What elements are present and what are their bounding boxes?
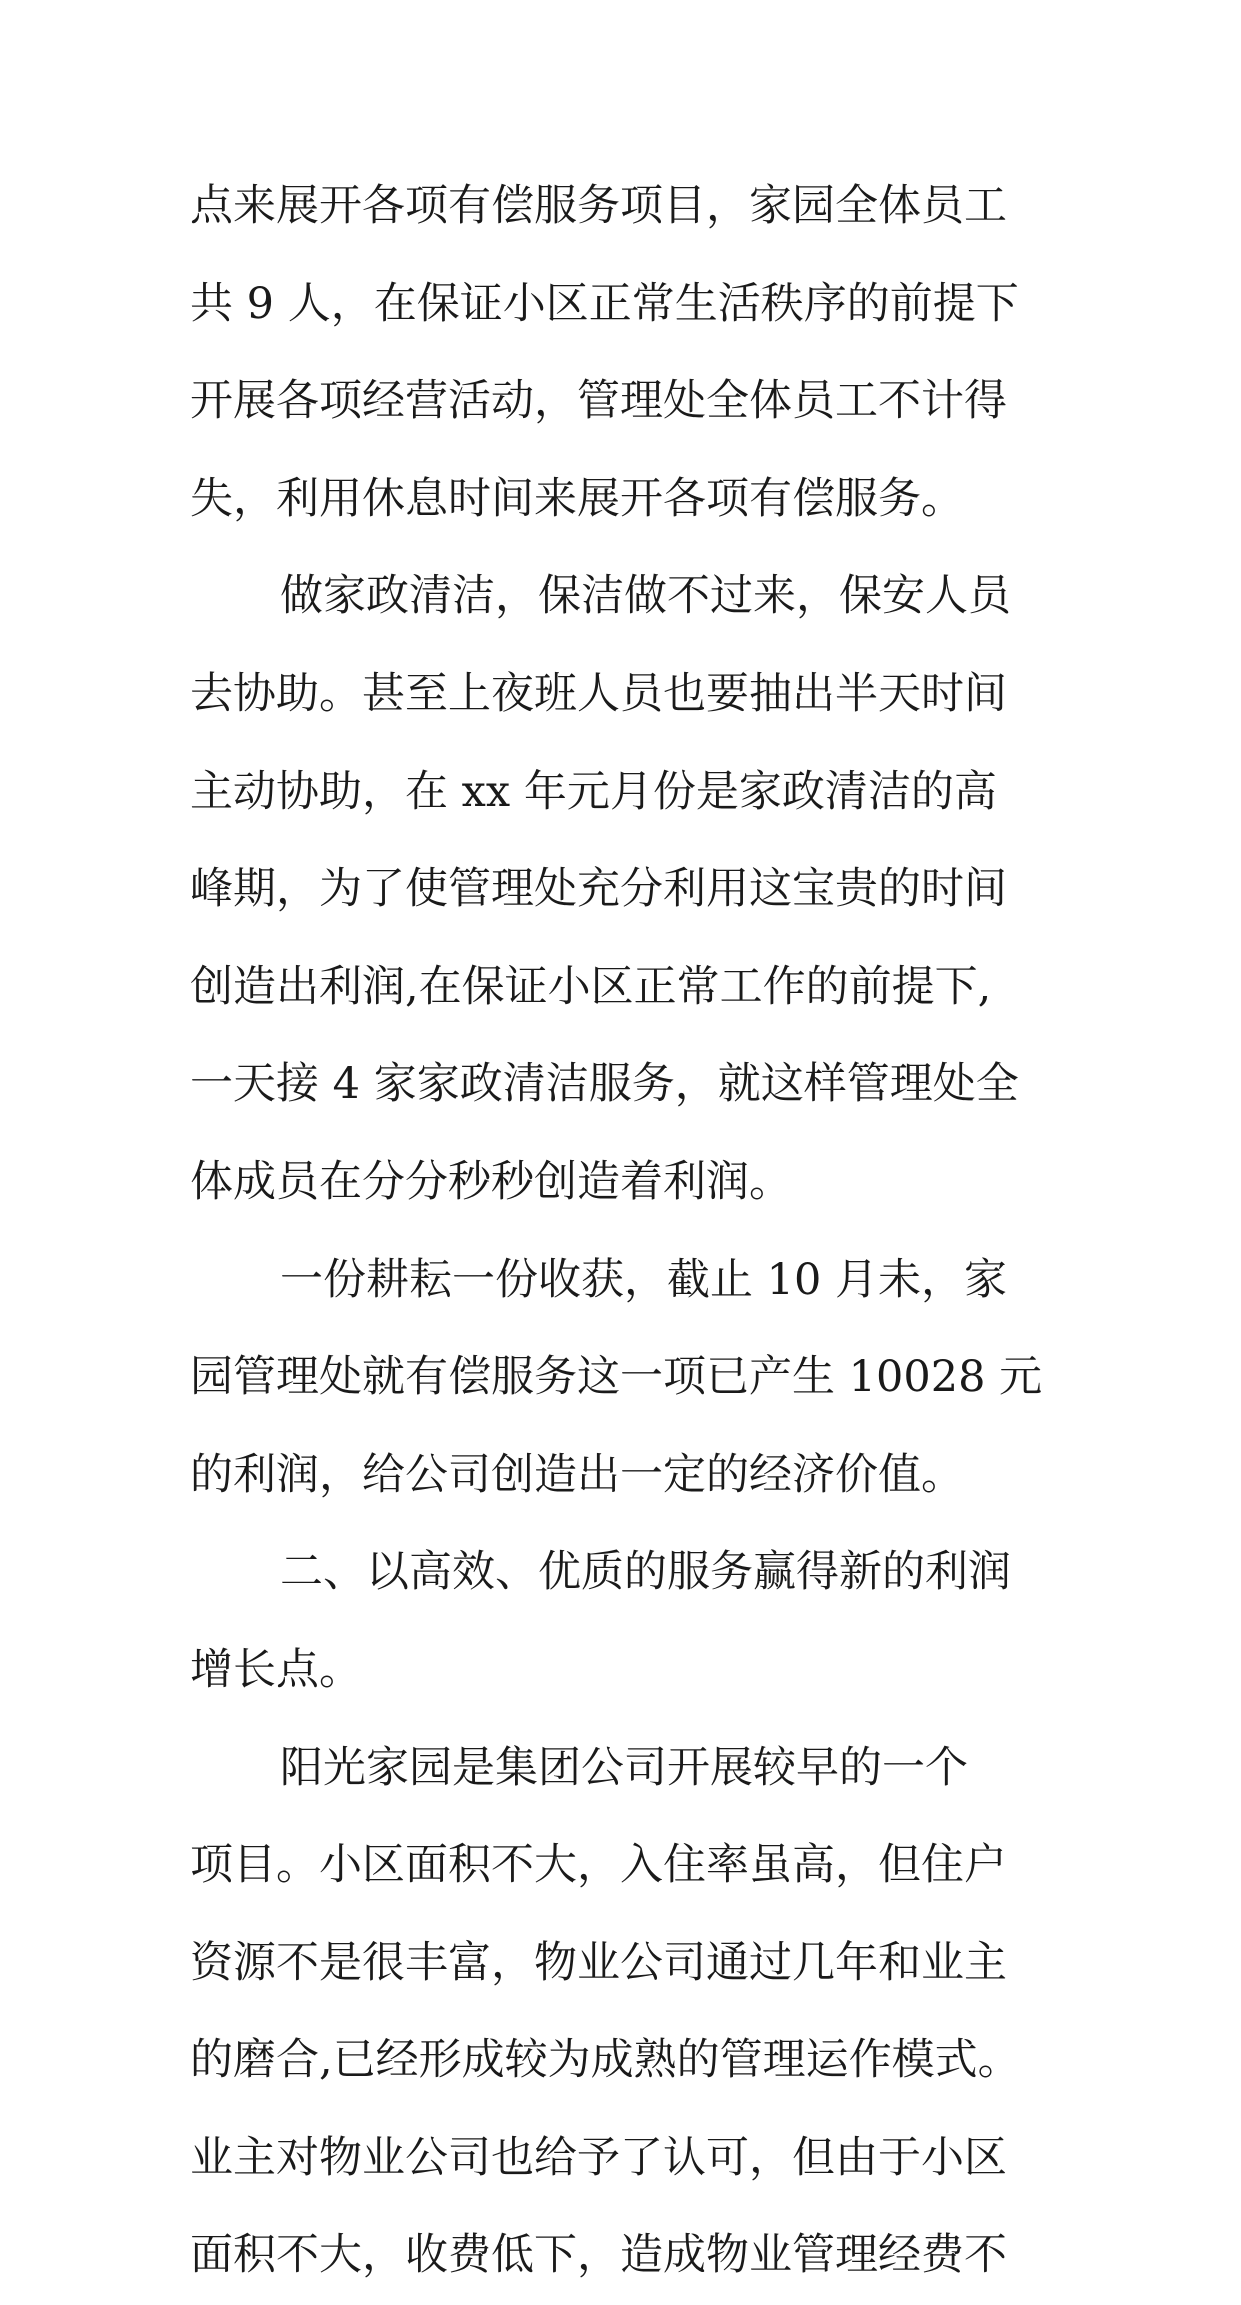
text-line: 开展各项经营活动，管理处全体员工不计得	[190, 376, 1007, 427]
text-line: 的磨合,已经形成较为成熟的管理运作模式。	[190, 2035, 1021, 2086]
text-line: 资源不是很丰富，物业公司通过几年和业主	[190, 1937, 1007, 1988]
body-text	[190, 158, 1070, 2305]
text-line: 园管理处就有偿服务这一项已产生 10028 元	[190, 1352, 1043, 1403]
text-line: 失，利用休息时间来展开各项有偿服务。	[190, 473, 964, 524]
text-line: 增长点。	[190, 1644, 362, 1695]
text-line: 去协助。甚至上夜班人员也要抽出半天时间	[190, 668, 1007, 719]
text-line: 主动协助，在 xx 年元月份是家政清洁的高	[190, 766, 997, 817]
text-line: 创造出利润,在保证小区正常工作的前提下,	[190, 961, 992, 1012]
text-line: 项目。小区面积不大，入住率虽高，但住户	[190, 1840, 1007, 1891]
text-line: 共 9 人，在保证小区正常生活秩序的前提下	[190, 278, 1019, 329]
text-line: 一份耕耘一份收获，截止 10 月未，家	[280, 1254, 1008, 1305]
text-line: 做家政清洁，保洁做不过来，保安人员	[280, 571, 1011, 622]
text-line: 峰期，为了使管理处充分利用这宝贵的时间	[190, 864, 1007, 915]
text-line: 点来展开各项有偿服务项目，家园全体员工	[190, 181, 1007, 231]
text-line: 的利润，给公司创造出一定的经济价值。	[190, 1449, 964, 1500]
text-line: 面积不大，收费低下，造成物业管理经费不	[190, 2230, 1007, 2281]
text-line: 二、以高效、优质的服务赢得新的利润	[280, 1547, 1011, 1598]
text-line: 阳光家园是集团公司开展较早的一个	[280, 1742, 968, 1793]
text-line: 一天接 4 家家政清洁服务，就这样管理处全	[190, 1059, 1019, 1110]
text-line: 业主对物业公司也给予了认可，但由于小区	[190, 2132, 1007, 2183]
text-line: 体成员在分分秒秒创造着利润。	[190, 1156, 792, 1207]
